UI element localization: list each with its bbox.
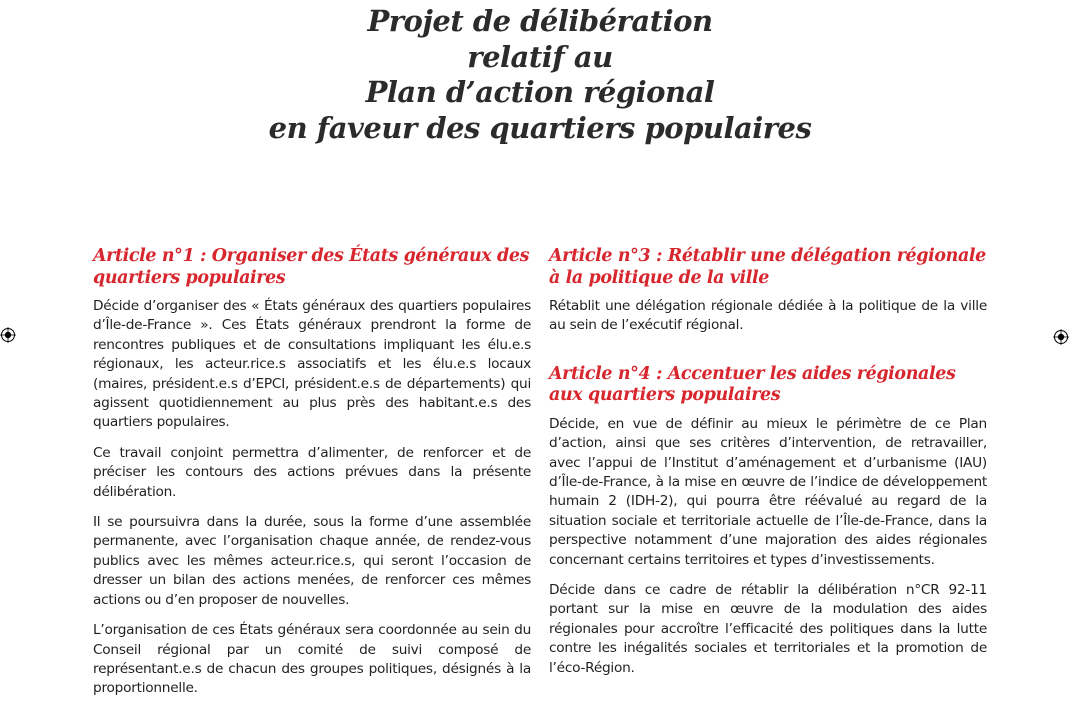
- article-1-paragraph: Il se poursuivra dans la durée, sous la forme d’une assemblée permanente, avec l’organisation chaque année, de rendez-vous publics avec les mêmes acteur.rice.s, qui seront l’occasion de dresser un bilan des actions menées, de renforcer ces mêmes actions ou d’en proposer de nouvelles.: [93, 514, 531, 608]
- article-4-heading: Article n°4 : Accentuer les aides régionales aux quartiers populaires: [549, 363, 956, 406]
- left-column: [93, 246, 531, 710]
- article-4-paragraph: Décide, en vue de définir au mieux le périmètre de ce Plan d’action, ainsi que ses critères d’intervention, de retravailler, avec l’appui de l’Institut d’aménagement et d’urbanisme (IAU) d’Île-de-France, à la mise en œuvre de l’indice de développement humain 2 (IDH-2), qui pourra être réévalué au regard de la situation sociale et territoriale actuelle de l’Île-de-France, dans la perspective notamment d’une majoration des aides régionales concernant certains territoires et types d’investissements.: [549, 415, 987, 568]
- article-3-paragraph: Rétablit une délégation régionale dédiée à la politique de la ville au sein de l’exécutif régional.: [549, 298, 987, 334]
- article-3-heading: Article n°3 : Rétablir une délégation régionale à la politique de la ville: [549, 246, 986, 288]
- article-1-paragraph: Décide d’organiser des « États généraux des quartiers populaires d’Île-de-France ». Ces États généraux prendront la forme de rencontres publiques et de consultations impliquant les élu.e.s régionaux, les acteur.rice.s associatifs et les élu.e.s locaux (maires, président.e.s d’EPCI, président.e.s de départements) qui agissent quotidiennement au plus près des habitant.e.s des quartiers populaires.: [93, 298, 531, 431]
- right-column: [549, 246, 987, 689]
- title-line-4: en faveur des quartiers populaires: [268, 110, 812, 145]
- title-line-2: relatif au: [467, 39, 613, 74]
- title-line-3: Plan d’action régional: [365, 75, 715, 109]
- document-title: [0, 4, 1080, 146]
- article-1-paragraph: L’organisation de ces États généraux sera coordonnée au sein du Conseil régional par un comité de suivi composé de représentant.e.s de chacun des groupes politiques, désignés à la proportionnelle.: [93, 622, 531, 697]
- title-line-1: Projet de délibération: [367, 4, 713, 38]
- registration-mark-icon: [1053, 329, 1069, 345]
- article-1-paragraph: Ce travail conjoint permettra d’alimenter, de renforcer et de préciser les contours des actions prévues dans la présente délibération.: [93, 444, 531, 500]
- article-1-heading: Article n°1 : Organiser des États généraux des quartiers populaires: [93, 246, 530, 288]
- registration-mark-icon: [0, 327, 16, 343]
- article-4-paragraph: Décide dans ce cadre de rétablir la délibération n°CR 92-11 portant sur la mise en œuvre de la modulation des aides régionales pour accroître l’efficacité des politiques dans la lutte contre les inégalités sociales et territoriales et la promotion de l’éco-Région.: [549, 582, 987, 676]
